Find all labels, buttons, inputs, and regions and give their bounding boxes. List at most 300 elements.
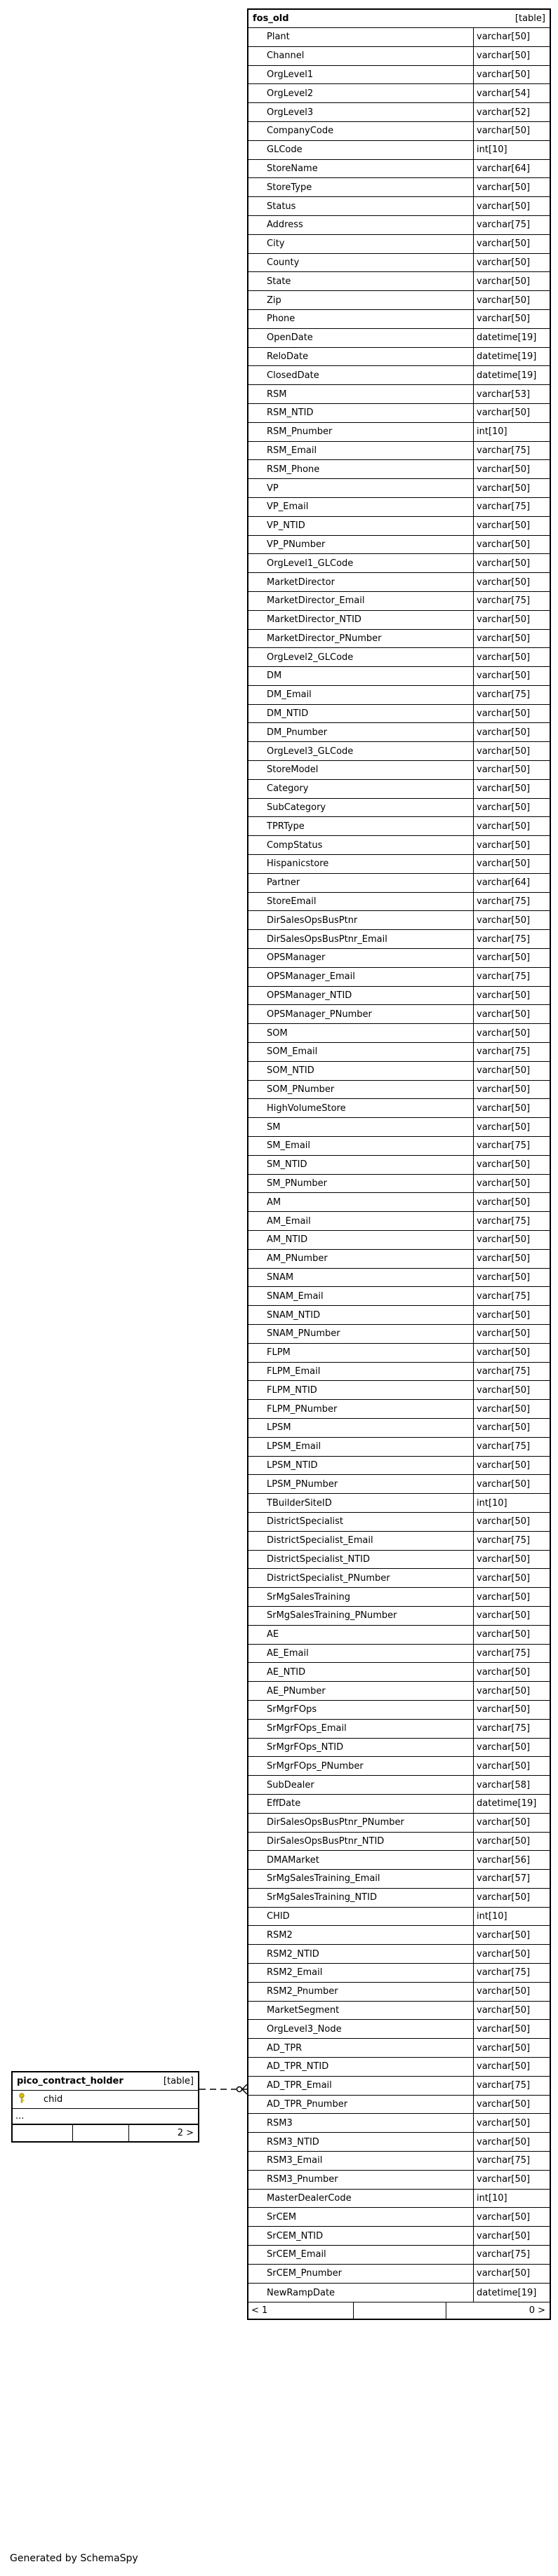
column-name[interactable]: OrgLevel1 <box>248 66 474 84</box>
column-type: int[10] <box>477 2193 507 2204</box>
column-type: varchar[50] <box>477 539 531 550</box>
table-row <box>248 404 550 423</box>
column-name[interactable]: AE_NTID <box>248 1663 474 1681</box>
column-name[interactable]: RSM2_Email <box>248 1964 474 1982</box>
column-type: varchar[50] <box>477 821 531 832</box>
column-name[interactable]: DM_Pnumber <box>248 723 474 741</box>
column-type: varchar[50] <box>477 915 531 926</box>
column-name[interactable]: AD_TPR <box>248 2039 474 2057</box>
table-row <box>248 47 550 66</box>
column-name[interactable]: DM <box>248 667 474 685</box>
table-row <box>248 479 550 498</box>
table-row <box>248 1269 550 1288</box>
table-row <box>248 1795 550 1814</box>
table-name[interactable]: fos_old <box>253 13 289 24</box>
column-name[interactable]: VP_NTID <box>248 517 474 535</box>
key-icon <box>18 2093 27 2107</box>
column-name[interactable]: LPSM_Email <box>248 1438 474 1456</box>
table-row <box>248 1663 550 1682</box>
table-row <box>248 1005 550 1024</box>
column-name[interactable]: SrCEM_Email <box>248 2246 474 2264</box>
column-name[interactable]: SrCEM <box>248 2208 474 2226</box>
column-name[interactable]: DistrictSpecialist_PNumber <box>248 1569 474 1587</box>
table-name[interactable]: pico_contract_holder <box>17 2076 124 2086</box>
column-name[interactable]: Category <box>248 780 474 798</box>
table-row <box>248 1287 550 1306</box>
column-name[interactable]: MarketSegment <box>248 2002 474 2020</box>
table-row <box>248 1344 550 1363</box>
column-name[interactable]: AM_NTID <box>248 1231 474 1249</box>
table-row <box>248 536 550 555</box>
column-name[interactable]: SNAM <box>248 1269 474 1287</box>
column-type: varchar[50] <box>477 32 531 43</box>
footer-cell <box>13 2125 73 2141</box>
column-name[interactable]: MarketDirector <box>248 573 474 591</box>
footer-spacer <box>73 2125 129 2141</box>
table-row <box>248 1833 550 1852</box>
column-type: varchar[64] <box>477 163 531 174</box>
column-type: varchar[50] <box>477 2099 531 2110</box>
column-name[interactable]: Zip <box>248 291 474 309</box>
column-type: varchar[50] <box>477 1422 531 1434</box>
column-type: varchar[75] <box>477 1290 531 1302</box>
table-row <box>248 1851 550 1870</box>
column-name[interactable]: AE_Email <box>248 1645 474 1663</box>
column-type: varchar[50] <box>477 1629 531 1640</box>
column-type: varchar[50] <box>477 2230 531 2241</box>
table-row <box>13 2091 198 2109</box>
column-type: varchar[50] <box>477 1065 531 1077</box>
column-name[interactable]: RSM_Email <box>248 442 474 460</box>
column-type: varchar[50] <box>477 1027 531 1039</box>
column-name[interactable]: VP <box>248 479 474 497</box>
column-name[interactable]: SM_Email <box>248 1137 474 1155</box>
table-fos-old <box>247 8 551 2320</box>
column-name[interactable]: Plant <box>248 28 474 46</box>
column-name[interactable]: County <box>248 254 474 272</box>
table-row <box>248 1325 550 1344</box>
column-type: varchar[75] <box>477 933 531 945</box>
table-row <box>248 630 550 649</box>
table-row <box>248 498 550 517</box>
generated-by-credit: Generated by SchemaSpy <box>10 2553 138 2564</box>
column-type: varchar[50] <box>477 2042 531 2054</box>
column-type: varchar[50] <box>477 1272 531 1283</box>
table-footer <box>248 2302 550 2319</box>
column-name[interactable]: AD_TPR_NTID <box>248 2058 474 2076</box>
column-type: int[10] <box>477 426 507 438</box>
table-row <box>248 1306 550 1325</box>
table-row <box>248 554 550 573</box>
column-type: varchar[50] <box>477 2174 531 2185</box>
column-name[interactable]: LPSM <box>248 1419 474 1437</box>
table-row <box>248 2133 550 2152</box>
table-row <box>248 1043 550 1062</box>
table-row <box>248 1475 550 1494</box>
table-row <box>248 28 550 47</box>
column-type: varchar[50] <box>477 1403 531 1415</box>
column-name[interactable]: Hispanicstore <box>248 855 474 873</box>
column-name[interactable]: SrMgSalesTraining <box>248 1588 474 1606</box>
column-name[interactable]: DistrictSpecialist <box>248 1513 474 1531</box>
table-kind: [table] <box>514 13 545 24</box>
column-name[interactable]: Channel <box>248 47 474 65</box>
column-name[interactable]: VP_Email <box>248 498 474 516</box>
column-type: varchar[50] <box>477 1817 531 1828</box>
column-type: varchar[50] <box>477 1347 531 1358</box>
column-name[interactable]: OrgLevel2 <box>248 84 474 102</box>
table-row <box>248 272 550 291</box>
column-name[interactable]: OrgLevel3_GLCode <box>248 742 474 760</box>
column-name[interactable]: SOM_PNumber <box>248 1081 474 1099</box>
table-row <box>248 385 550 404</box>
column-type: varchar[50] <box>477 276 531 287</box>
column-name[interactable]: DirSalesOpsBusPtnr_PNumber <box>248 1814 474 1832</box>
column-name[interactable]: AM <box>248 1193 474 1211</box>
table-row <box>248 2246 550 2265</box>
table-row <box>248 442 550 461</box>
column-type: varchar[50] <box>477 1760 531 1772</box>
table-row <box>248 1438 550 1457</box>
column-type: varchar[50] <box>477 483 531 494</box>
column-type: varchar[50] <box>477 1178 531 1189</box>
table-row <box>248 1062 550 1081</box>
column-type: varchar[50] <box>477 520 531 532</box>
column-type: varchar[75] <box>477 1441 531 1452</box>
column-name[interactable]: OrgLevel3 <box>248 103 474 121</box>
column-name[interactable]: DMAMarket <box>248 1851 474 1869</box>
table-kind: [table] <box>163 2076 194 2086</box>
column-type: varchar[50] <box>477 182 531 193</box>
table-row <box>248 1945 550 1964</box>
column-type: varchar[50] <box>477 558 531 569</box>
column-name[interactable]: DirSalesOpsBusPtnr_Email <box>248 930 474 948</box>
column-name[interactable]: RSM_NTID <box>248 404 474 422</box>
column-name[interactable]: MarketDirector_PNumber <box>248 630 474 648</box>
table-row <box>248 648 550 667</box>
table-row <box>248 1513 550 1532</box>
table-row <box>248 66 550 85</box>
column-name[interactable]: StoreModel <box>248 761 474 779</box>
column-name[interactable]: RSM2_Pnumber <box>248 1983 474 2001</box>
table-row <box>248 2152 550 2171</box>
column-type: varchar[50] <box>477 1835 531 1847</box>
column-type: varchar[75] <box>477 2249 531 2260</box>
column-name[interactable]: SM_NTID <box>248 1156 474 1174</box>
column-name[interactable]: TPRType <box>248 817 474 835</box>
column-name[interactable]: SM_PNumber <box>248 1175 474 1193</box>
table-row <box>248 1908 550 1927</box>
column-type: varchar[53] <box>477 389 531 400</box>
children-count[interactable]: 0 > <box>529 2305 545 2317</box>
column-type: varchar[50] <box>477 1459 531 1471</box>
column-type: varchar[56] <box>477 1854 531 1866</box>
table-row <box>248 1720 550 1739</box>
column-type: varchar[50] <box>477 2211 531 2223</box>
column-name[interactable]: StoreName <box>248 160 474 178</box>
table-pico-contract-holder <box>11 2071 199 2143</box>
table-row <box>248 122 550 141</box>
table-row <box>248 1400 550 1419</box>
column-type: varchar[50] <box>477 708 531 720</box>
column-name[interactable]: SNAM_NTID <box>248 1306 474 1324</box>
table-row <box>248 1212 550 1231</box>
column-name[interactable]: Partner <box>248 874 474 892</box>
column-name[interactable]: SM <box>248 1118 474 1136</box>
column-name[interactable]: EffDate <box>248 1795 474 1813</box>
column-type: varchar[52] <box>477 107 531 118</box>
column-type: varchar[50] <box>477 1253 531 1265</box>
column-name[interactable]: AE <box>248 1626 474 1644</box>
column-name[interactable]: DistrictSpecialist_Email <box>248 1532 474 1550</box>
column-name[interactable]: SrMgSalesTraining_NTID <box>248 1889 474 1907</box>
column-type: varchar[50] <box>477 50 531 62</box>
column-type: varchar[75] <box>477 2080 531 2091</box>
table-row <box>248 1494 550 1513</box>
column-type: varchar[75] <box>477 1365 531 1377</box>
column-name[interactable]: FLPM_NTID <box>248 1381 474 1399</box>
column-name[interactable]: SOM_NTID <box>248 1062 474 1080</box>
table-row <box>248 197 550 216</box>
column-name[interactable]: SNAM_PNumber <box>248 1325 474 1343</box>
column-name[interactable]: HighVolumeStore <box>248 1099 474 1117</box>
table-row <box>248 949 550 968</box>
more-columns: ... <box>15 2111 25 2122</box>
column-name[interactable]: StoreType <box>248 178 474 196</box>
table-row <box>248 611 550 630</box>
column-name[interactable]: Address <box>248 216 474 234</box>
column-name[interactable]: LPSM_PNumber <box>248 1475 474 1493</box>
column-name[interactable]: SrMgrFOps_PNumber <box>248 1757 474 1775</box>
column-name[interactable]: DistrictSpecialist_NTID <box>248 1551 474 1569</box>
column-name[interactable]: City <box>248 235 474 253</box>
table-row <box>248 1626 550 1645</box>
column-name[interactable]: SNAM_Email <box>248 1287 474 1305</box>
column-type: varchar[50] <box>477 1234 531 1246</box>
column-name[interactable]: CompanyCode <box>248 122 474 140</box>
column-name[interactable]: OrgLevel3_Node <box>248 2020 474 2038</box>
column-name[interactable]: GLCode <box>248 141 474 159</box>
column-name[interactable]: Phone <box>248 310 474 328</box>
column-name[interactable]: AM_PNumber <box>248 1250 474 1268</box>
table-row <box>248 1926 550 1945</box>
parents-count[interactable]: < 1 <box>248 2302 354 2319</box>
table-row <box>248 592 550 611</box>
table-row <box>248 2227 550 2246</box>
column-name[interactable]: OpenDate <box>248 329 474 347</box>
column-type: varchar[50] <box>477 2061 531 2072</box>
column-name[interactable]: OPSManager <box>248 949 474 967</box>
table-row <box>248 573 550 592</box>
column-name[interactable]: FLPM <box>248 1344 474 1362</box>
column-type: int[10] <box>477 144 507 156</box>
table-row <box>248 1776 550 1795</box>
table-row <box>248 2284 550 2302</box>
table-row <box>248 1588 550 1607</box>
table-row <box>248 1814 550 1833</box>
column-name[interactable]: SrMgrFOps_NTID <box>248 1739 474 1757</box>
column-type: varchar[64] <box>477 877 531 889</box>
column-type: varchar[50] <box>477 1741 531 1753</box>
column-type: varchar[50] <box>477 952 531 964</box>
column-type: varchar[50] <box>477 1121 531 1133</box>
column-type: varchar[50] <box>477 2136 531 2147</box>
column-name[interactable]: State <box>248 272 474 290</box>
table-row <box>248 1381 550 1400</box>
column-type: datetime[19] <box>477 370 537 381</box>
column-type: varchar[50] <box>477 1309 531 1321</box>
column-type: varchar[50] <box>477 464 531 475</box>
table-row <box>248 1118 550 1137</box>
column-name[interactable]: ReloDate <box>248 348 474 366</box>
column-type: varchar[50] <box>477 407 531 419</box>
column-name[interactable]: OrgLevel1_GLCode <box>248 554 474 572</box>
column-type: varchar[50] <box>477 1478 531 1490</box>
table-row <box>248 855 550 874</box>
column-type: varchar[50] <box>477 2268 531 2279</box>
column-name[interactable]: SOM <box>248 1024 474 1042</box>
column-type: varchar[50] <box>477 727 531 738</box>
column-type: datetime[19] <box>477 2287 537 2298</box>
column-name[interactable]: RSM3_Pnumber <box>248 2171 474 2189</box>
footer-spacer <box>354 2302 446 2319</box>
column-type: varchar[75] <box>477 1140 531 1152</box>
table-row <box>248 987 550 1006</box>
column-name[interactable]: DirSalesOpsBusPtnr <box>248 911 474 929</box>
column-type: varchar[57] <box>477 1873 531 1884</box>
column-name[interactable]: MarketDirector_NTID <box>248 611 474 629</box>
column-name[interactable]: MarketDirector_Email <box>248 592 474 610</box>
column-name[interactable]: LPSM_NTID <box>248 1457 474 1475</box>
column-name[interactable]: SubCategory <box>248 799 474 817</box>
column-name[interactable]: CompStatus <box>248 836 474 854</box>
table-row <box>248 1419 550 1438</box>
table-row <box>248 1870 550 1889</box>
column-name[interactable]: FLPM_Email <box>248 1363 474 1381</box>
column-name[interactable]: RSM2 <box>248 1926 474 1944</box>
column-name[interactable]: RSM_Pnumber <box>248 423 474 441</box>
column-name[interactable]: OPSManager_Email <box>248 968 474 986</box>
table-row <box>248 1024 550 1043</box>
column-name[interactable]: RSM_Phone <box>248 460 474 478</box>
column-type: varchar[50] <box>477 1196 531 1208</box>
column-name[interactable]: DirSalesOpsBusPtnr_NTID <box>248 1833 474 1851</box>
table-row <box>248 930 550 949</box>
column-name[interactable]: CHID <box>248 1908 474 1926</box>
column-name[interactable]: SrMgSalesTraining_PNumber <box>248 1607 474 1625</box>
column-name[interactable]: TBuilderSiteID <box>248 1494 474 1512</box>
column-name[interactable]: SubDealer <box>248 1776 474 1794</box>
table-row <box>248 1964 550 1983</box>
table-row <box>248 1757 550 1776</box>
table-row <box>248 2058 550 2077</box>
column-type: varchar[75] <box>477 220 531 231</box>
column-name[interactable]: SrCEM_Pnumber <box>248 2265 474 2283</box>
table-row <box>248 1175 550 1194</box>
column-name[interactable]: OPSManager_NTID <box>248 987 474 1005</box>
table-row <box>248 2190 550 2209</box>
column-name[interactable]: AE_PNumber <box>248 1682 474 1700</box>
table-row <box>248 1137 550 1156</box>
table-row <box>248 1645 550 1664</box>
table-row <box>248 1701 550 1720</box>
column-name[interactable]: RSM3 <box>248 2114 474 2132</box>
table-header <box>248 10 550 28</box>
column-type: datetime[19] <box>477 351 537 362</box>
table-row <box>248 1889 550 1908</box>
table-row <box>248 366 550 385</box>
column-name[interactable]: SrMgrFOps_Email <box>248 1720 474 1738</box>
column-name[interactable]: RSM <box>248 385 474 403</box>
column-type: varchar[50] <box>477 858 531 870</box>
column-type: varchar[50] <box>477 839 531 851</box>
table-footer <box>13 2124 198 2141</box>
column-type: varchar[50] <box>477 2117 531 2129</box>
column-name[interactable]: SrMgrFOps <box>248 1701 474 1719</box>
table-row <box>248 235 550 254</box>
table-row <box>248 817 550 836</box>
column-type: varchar[50] <box>477 69 531 80</box>
column-name[interactable]: DM_NTID <box>248 705 474 723</box>
column-name[interactable]: MasterDealerCode <box>248 2190 474 2208</box>
children-count[interactable]: 2 > <box>177 2128 194 2138</box>
column-name[interactable]: AD_TPR_Email <box>248 2077 474 2095</box>
column-name[interactable]: VP_PNumber <box>248 536 474 554</box>
table-row <box>248 2114 550 2133</box>
column-name[interactable]: StoreEmail <box>248 893 474 911</box>
column-name[interactable]: chid <box>44 2094 63 2105</box>
column-name[interactable]: AM_Email <box>248 1212 474 1230</box>
column-type: varchar[75] <box>477 595 531 607</box>
table-row <box>248 2039 550 2058</box>
column-name[interactable]: RSM3_NTID <box>248 2133 474 2151</box>
column-name[interactable]: RSM3_Email <box>248 2152 474 2170</box>
table-row <box>248 667 550 686</box>
column-name[interactable]: OPSManager_PNumber <box>248 1005 474 1023</box>
table-row <box>248 1739 550 1758</box>
table-row <box>248 723 550 742</box>
column-name[interactable]: SrMgSalesTraining_Email <box>248 1870 474 1888</box>
table-row <box>248 329 550 348</box>
table-row <box>248 799 550 818</box>
column-name[interactable]: Status <box>248 197 474 215</box>
column-name[interactable]: SrCEM_NTID <box>248 2227 474 2245</box>
column-type: varchar[50] <box>477 746 531 757</box>
column-name[interactable]: RSM2_NTID <box>248 1945 474 1963</box>
column-type: varchar[50] <box>477 1929 531 1941</box>
column-name[interactable]: ClosedDate <box>248 366 474 384</box>
column-name[interactable]: SOM_Email <box>248 1043 474 1061</box>
table-row <box>13 2109 198 2124</box>
table-row <box>248 2096 550 2115</box>
column-name[interactable]: DM_Email <box>248 686 474 704</box>
column-type: varchar[50] <box>477 1948 531 1960</box>
column-type: varchar[50] <box>477 576 531 588</box>
table-row <box>248 423 550 442</box>
column-type: varchar[75] <box>477 1723 531 1734</box>
column-name[interactable]: FLPM_PNumber <box>248 1400 474 1418</box>
table-row <box>248 84 550 103</box>
column-type: varchar[50] <box>477 1704 531 1715</box>
column-name[interactable]: NewRampDate <box>248 2284 474 2302</box>
column-type: varchar[50] <box>477 670 531 682</box>
column-list <box>248 28 550 2302</box>
column-name[interactable]: OrgLevel2_GLCode <box>248 648 474 666</box>
table-row <box>248 291 550 310</box>
column-name[interactable]: AD_TPR_Pnumber <box>248 2096 474 2114</box>
column-type: varchar[50] <box>477 238 531 250</box>
table-row <box>248 1551 550 1570</box>
